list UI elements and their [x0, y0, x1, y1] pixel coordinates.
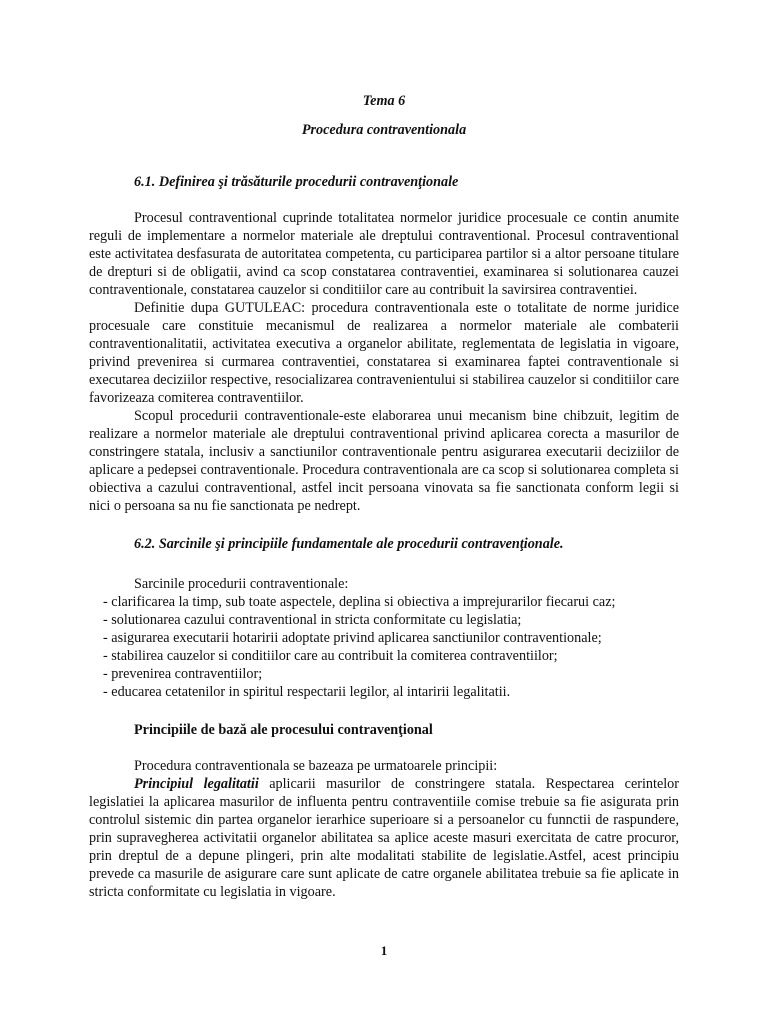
- tasks-list: [89, 593, 679, 701]
- document-title: Procedura contraventionala: [301, 122, 467, 138]
- principle-legality-paragraph: [89, 775, 679, 901]
- principle-legality-label: Principiul legalitatii: [134, 776, 259, 792]
- list-item: - stabilirea cauzelor si conditiilor care au contribuit la comiterea contraventiilor;: [103, 648, 558, 664]
- principles-intro: Procedura contraventionala se bazeaza pe urmatoarele principii:: [134, 758, 498, 774]
- section-1-heading: 6.1. Definirea şi trăsăturile procedurii contravenţionale: [134, 174, 459, 190]
- tasks-intro: Sarcinile procedurii contraventionale:: [134, 576, 349, 592]
- section-2-heading: 6.2. Sarcinile şi principiile fundamentale ale procedurii contravenţionale.: [134, 536, 564, 552]
- principles-heading: Principiile de bază ale procesului contravenţional: [134, 722, 433, 738]
- document-body: [89, 92, 679, 901]
- list-item: - educarea cetatenilor in spiritul respectarii legilor, al intaririi legalitatii.: [103, 684, 511, 700]
- section-1-paragraph: Procesul contraventional cuprinde totalitatea normelor juridice procesuale ce contin anumite reguli de implementare a normelor materiale ale dreptului contraventional. Procesul contraventional este activitatea desfasurata de autoritatea competenta, cu participarea partilor si a altor persoane titulare de drepturi si de obligatii, avind ca scop constatarea contraventiei, examinarea si solutionarea cauzei contraventionale, constatarea cauzelor si conditiilor care au contribuit la savirsirea contraventiei.: [89, 210, 679, 298]
- list-item: - prevenirea contraventiilor;: [103, 666, 263, 682]
- page-number: 1: [380, 943, 388, 958]
- section-1-paragraph: Definitie dupa GUTULEAC: procedura contraventionala este o totalitate de norme juridice procesuale care constituie mecanismul de realizarea a normelor materiale ale combaterii contraventionalitatii, activitatea executiva a organelor abilitate, reglementata de legislatia in vigoare, privind prevenirea si curmarea contraventiei, constatarea si examinarea faptei contraventionale si executarea deciziilor respective, resocializarea contravenientului si stabilirea cauzelor si conditiilor care favorizeaza comiterea contraventiilor.: [89, 300, 679, 406]
- list-item: - clarificarea la timp, sub toate aspectele, deplina si obiectiva a imprejurarilor fiecarui caz;: [103, 594, 616, 610]
- topic-title: Tema 6: [362, 93, 406, 109]
- section-1-paragraph: Scopul procedurii contraventionale-este elaborarea unui mecanism bine chibzuit, legitim de realizare a normelor materiale ale dreptului contraventional privind aplicarea corecta a masurilor de constringere statala, inclusiv a sanctiunilor contraventionale pentru asigurarea executarii deciziilor de aplicare a pedepsei contraventionale. Procedura contraventionala are ca scop si solutionarea completa si obiectiva a cazului contraventional, astfel incit persoana vinovata sa fie sanctionata conform legii si nici o persoana sa nu fie sanctionata pe nedrept.: [89, 408, 679, 514]
- list-item: - solutionarea cazului contraventional in stricta conformitate cu legislatia;: [103, 612, 522, 628]
- list-item: - asigurarea executarii hotaririi adoptate privind aplicarea sanctiunilor contraventionale;: [103, 630, 602, 646]
- principle-legality-text: aplicarii masurilor de constringere statala. Respectarea cerintelor legislatiei la aplicarea masurilor de influenta pentru contraventiile comise trebuie sa fie asigurata prin controlul sistemic din partea organelor ierarhice superioare si a persoanelor cu funnctii de raspundere, prin supravegherea activitatii organelor abilitatea sa aplice aceste masuri exercitata de catre procuror, prin dreptul de a depune plingeri, prin alte modalitati stabilite de legislatie.Astfel, acest principiu prevede ca masurile de asigurare care sunt aplicate de catre organele abilitatea trebuie sa fie aplicate in stricta conformitate cu legislatia in vigoare.: [89, 776, 680, 900]
